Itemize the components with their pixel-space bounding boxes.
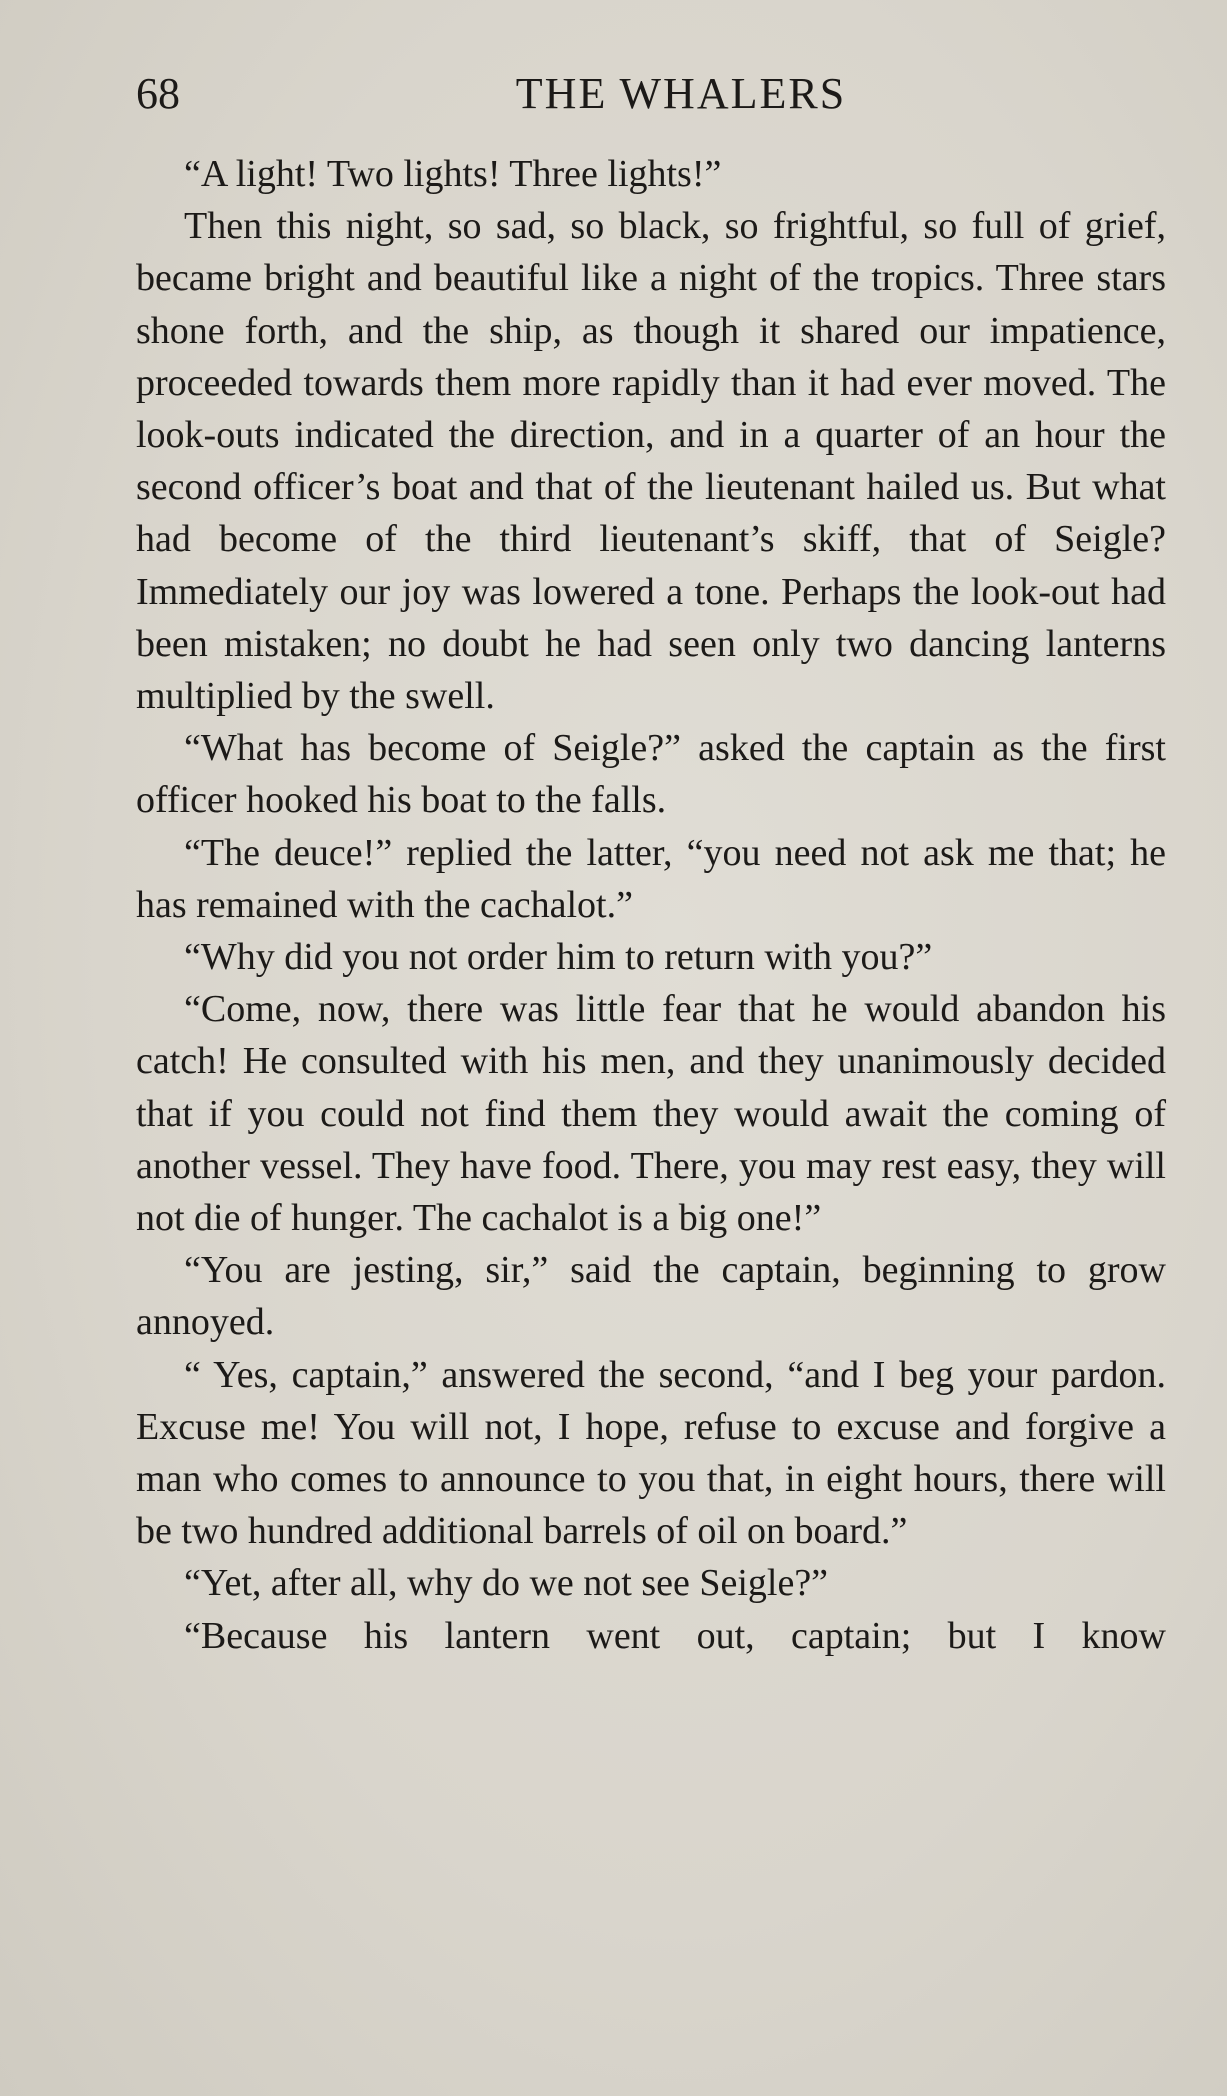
paragraph: “Why did you not order him to return with you?”	[184, 936, 933, 979]
body-text	[136, 148, 1166, 1662]
paragraph: “You are jesting, sir,” said the captain, beginning to grow annoyed.	[136, 1249, 1166, 1344]
paragraph: “What has become of Seigle?” asked the captain as the first officer hooked his boat to the falls.	[136, 727, 1166, 822]
running-head	[136, 64, 1166, 124]
paragraph: Then this night, so sad, so black, so frightful, so full of grief, became bright and beautiful like a night of the tropics. Three stars shone forth, and the ship, as though it shared our impatience, proceeded towards them more rapidly than it had ever moved. The look-outs indicated the direction, and in a quarter of an hour the second officer’s boat and that of the lieutenant hailed us. But what had become of the third lieutenant’s skiff, that of Seigle? Immediately our joy was lowered a tone. Perhaps the look-out had been mistaken; no doubt he had seen only two dancing lanterns multiplied by the swell.	[136, 205, 1166, 718]
paragraph: “ Yes, captain,” answered the second, “and I beg your pardon. Excuse me! You will not, I hope, refuse to excuse and forgive a man who comes to announce to you that, in eight hours, there will be two hundred additional barrels of oil on board.”	[136, 1353, 1166, 1553]
page-number: 68	[136, 69, 180, 118]
running-title: THE WHALERS	[515, 69, 847, 118]
paragraph: “A light! Two lights! Three lights!”	[184, 153, 722, 195]
paragraph: “Come, now, there was little fear that he would abandon his catch! He consulted with his men, and they unanimously decided that if you could not find them they would await the coming of another vessel. They have food. There, you may rest easy, they will not die of hunger. The cachalot is a big one!”	[136, 988, 1166, 1240]
paragraph: “Yet, after all, why do we not see Seigle?”	[184, 1562, 829, 1605]
paragraph-continued: “Because his lantern went out, captain; but I know	[184, 1614, 1166, 1657]
paragraph: “The deuce!” replied the latter, “you need not ask me that; he has remained with the cachalot.”	[136, 831, 1166, 926]
